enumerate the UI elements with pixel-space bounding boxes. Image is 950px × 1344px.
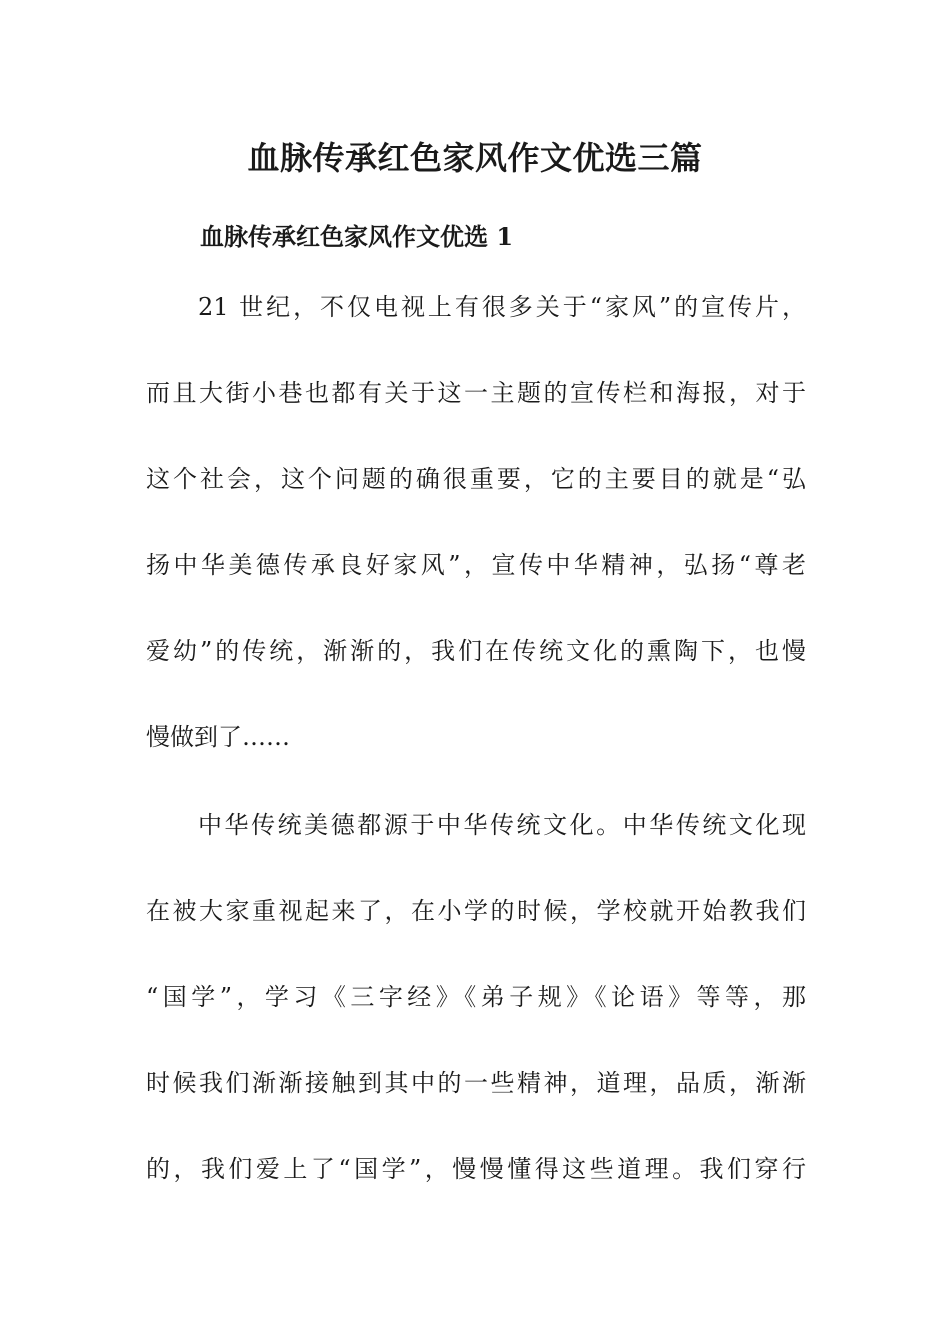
paragraph-line: 的，我们爱上了“国学”，慢慢懂得这些道理。我们穿行 <box>146 1155 806 1183</box>
paragraph-line: 扬中华美德传承良好家风”，宣传中华精神，弘扬“尊老 <box>146 551 806 579</box>
paragraph-line: 在被大家重视起来了，在小学的时候，学校就开始教我们 <box>146 897 806 925</box>
paragraph-line: 21 世纪，不仅电视上有很多关于“家风”的宣传片， <box>198 293 806 321</box>
paragraph-line: 中华传统美德都源于中华传统文化。中华传统文化现 <box>198 811 806 839</box>
paragraph-line: 时候我们渐渐接触到其中的一些精神，道理，品质，渐渐 <box>146 1069 806 1097</box>
document-title: 血脉传承红色家风作文优选三篇 <box>247 139 703 177</box>
paragraph-line: 慢做到了…… <box>146 723 290 751</box>
section-heading: 血脉传承红色家风作文优选 1 <box>200 222 514 251</box>
paragraph-line: 这个社会，这个问题的确很重要，它的主要目的就是“弘 <box>146 465 806 493</box>
paragraph-line: “国学”，学习《三字经》《弟子规》《论语》等等，那 <box>146 983 806 1011</box>
paragraph-line: 而且大街小巷也都有关于这一主题的宣传栏和海报，对于 <box>146 379 806 407</box>
paragraph-line: 爱幼”的传统，渐渐的，我们在传统文化的熏陶下，也慢 <box>146 637 806 665</box>
